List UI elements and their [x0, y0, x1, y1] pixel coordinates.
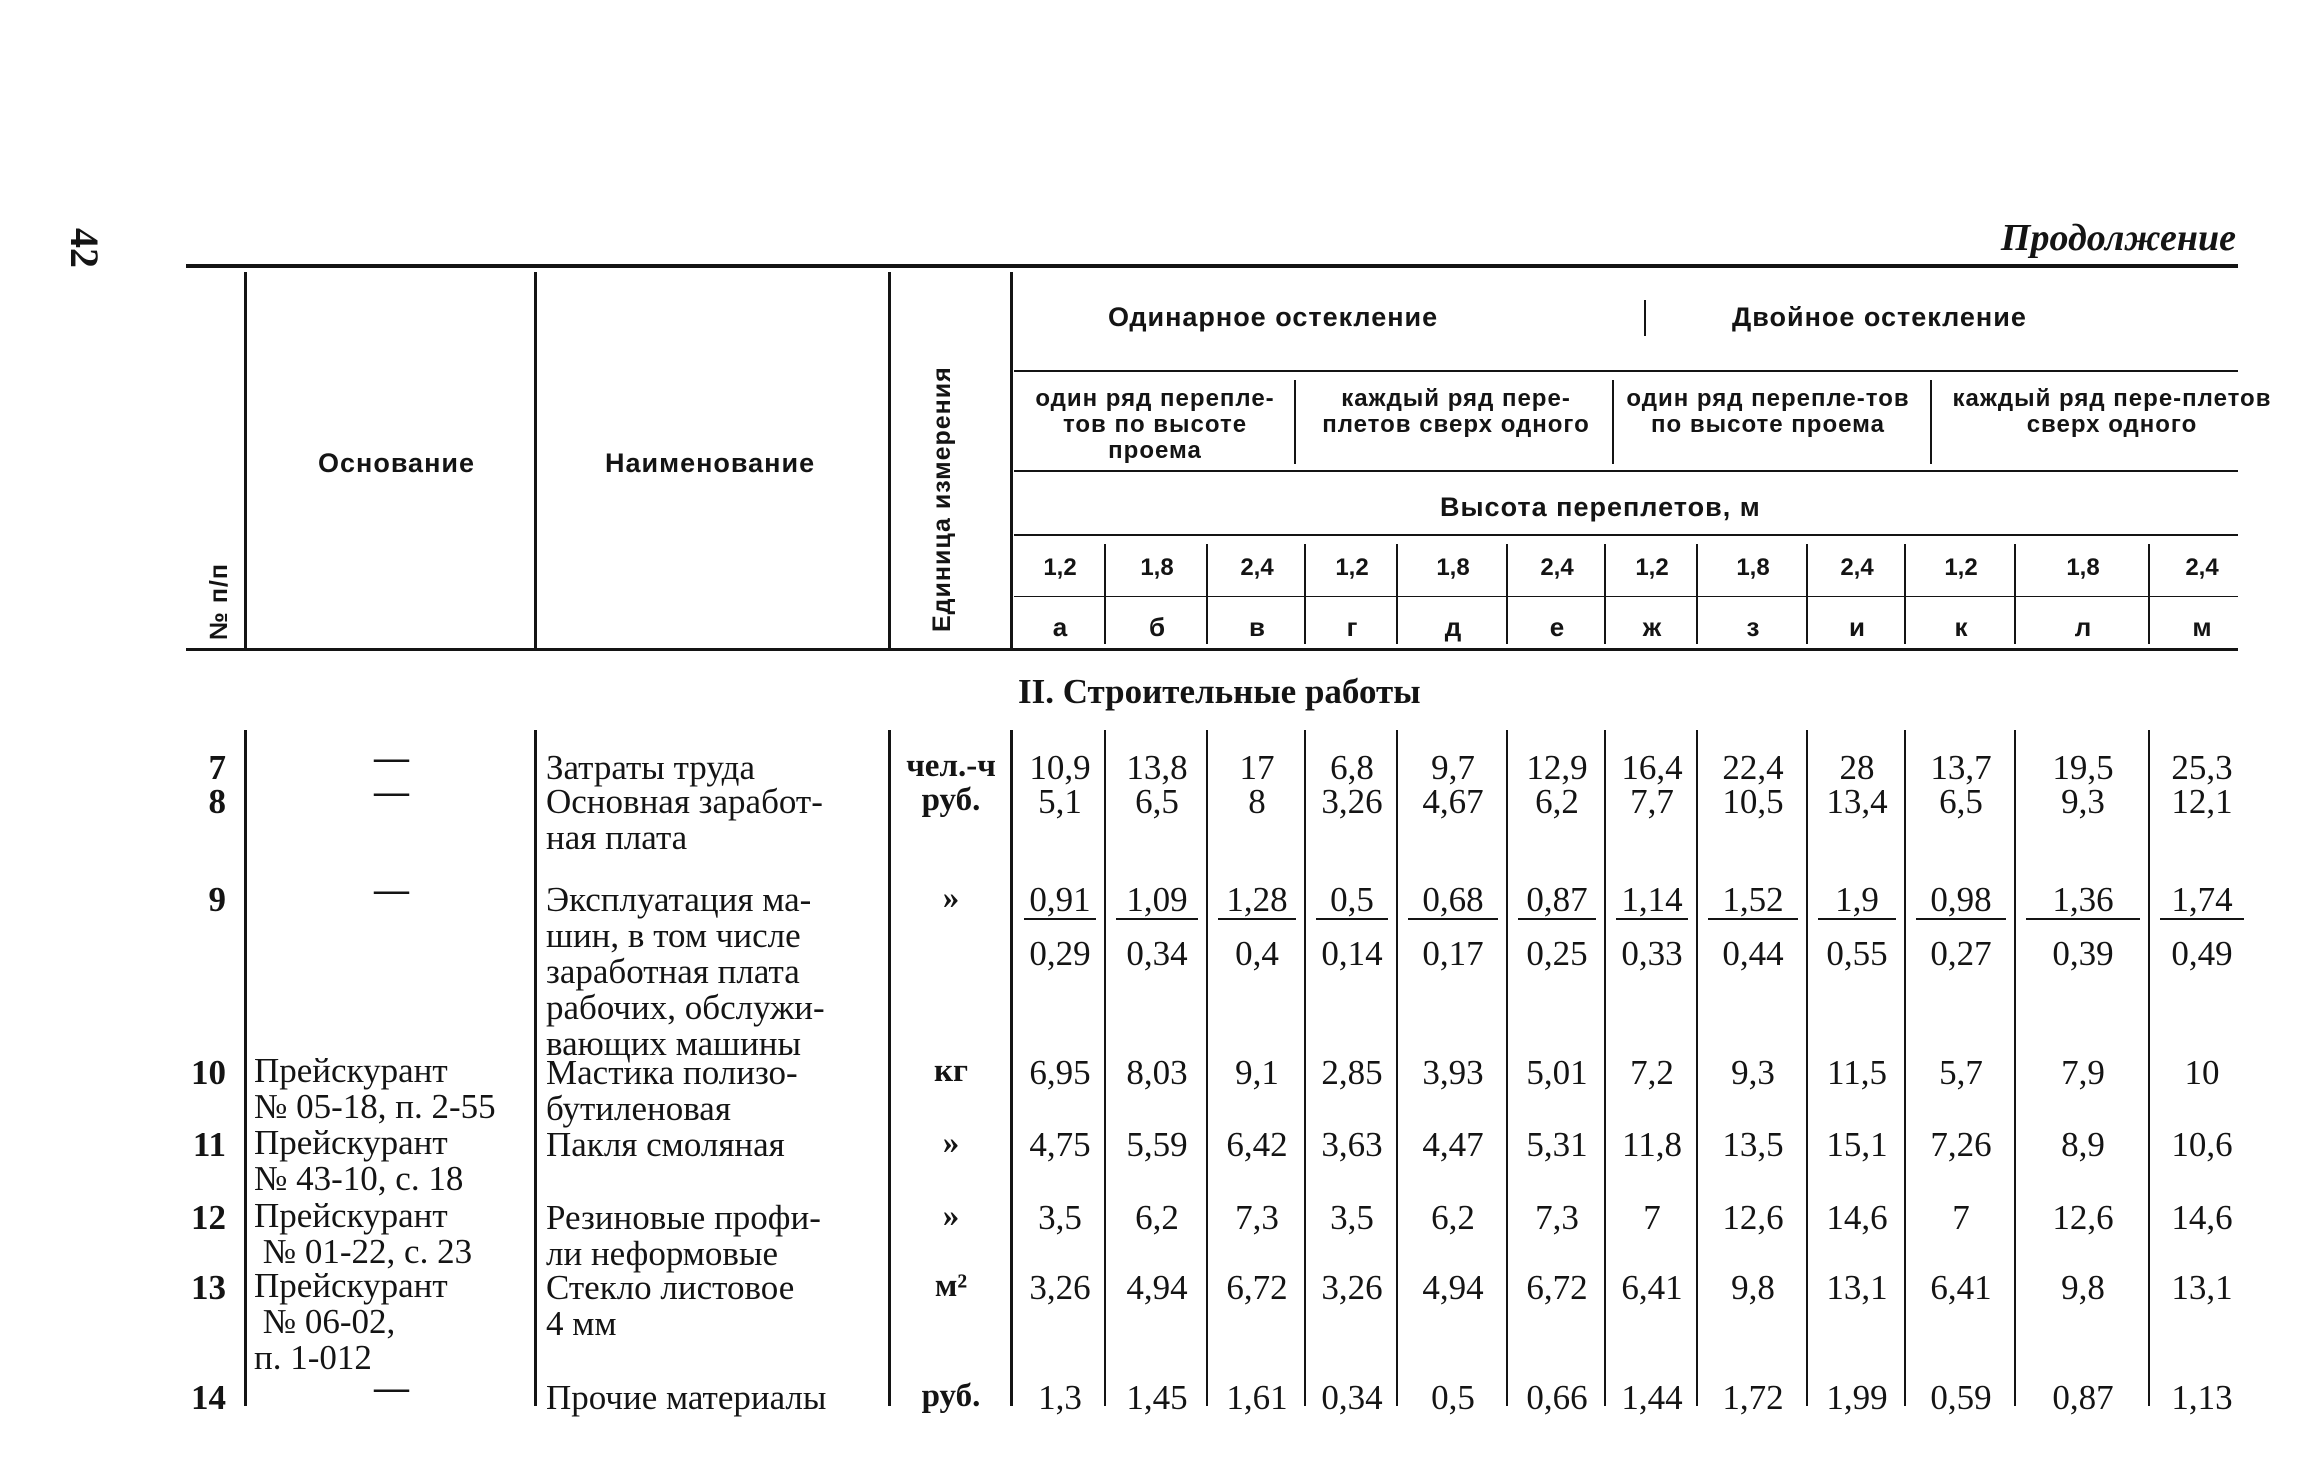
- row-value-denominator: 0,4: [1235, 934, 1279, 973]
- column-letter: ж: [1642, 612, 1662, 642]
- header-col-rule: [1010, 272, 1013, 648]
- row-value: 28: [1839, 748, 1875, 787]
- column-letter: г: [1346, 612, 1358, 642]
- column-letter: а: [1052, 612, 1068, 642]
- row-number: 7: [208, 748, 226, 787]
- row-value: 6,72: [1226, 1268, 1288, 1307]
- row-basis: Прейскурант № 43-10, с. 18: [254, 1123, 464, 1198]
- row-value: 6,2: [1535, 782, 1579, 821]
- row-value: 8,9: [2061, 1125, 2105, 1164]
- row-value: 8: [1248, 782, 1266, 821]
- row-basis: —: [374, 738, 409, 777]
- row-number: 11: [192, 1125, 226, 1164]
- column-letter: б: [1148, 612, 1166, 642]
- row-value-numerator: 1,52: [1722, 880, 1784, 919]
- row-value-denominator: 0,49: [2171, 934, 2233, 973]
- row-value: 4,47: [1422, 1125, 1484, 1164]
- row-number: 10: [191, 1053, 226, 1092]
- glazing-group-rule: [1644, 300, 1646, 336]
- row-value: 5,31: [1526, 1125, 1588, 1164]
- row-value: 7,9: [2061, 1053, 2105, 1092]
- row-unit: кг: [934, 1053, 968, 1089]
- row-value: 16,4: [1621, 748, 1683, 787]
- body-col-rule: [244, 730, 247, 1406]
- sub-header-one-row-single: один ряд перепле-тов по высоте проема: [1035, 385, 1275, 464]
- row-value: 6,41: [1930, 1268, 1992, 1307]
- row-value: 9,3: [2061, 782, 2105, 821]
- row-name: Затраты труда: [546, 748, 755, 787]
- row-value: 5,1: [1038, 782, 1082, 821]
- col-np-header: № п/п: [205, 563, 233, 640]
- row-value: 9,8: [2061, 1268, 2105, 1307]
- row-value: 12,9: [1526, 748, 1588, 787]
- row-value-denominator: 0,17: [1422, 934, 1484, 973]
- row-number: 8: [208, 782, 226, 821]
- row-value: 5,7: [1939, 1053, 1983, 1092]
- row-value: 1,45: [1126, 1378, 1188, 1417]
- row-number: 12: [191, 1198, 226, 1237]
- height-value: 1,2: [1635, 554, 1669, 581]
- row-name: Стекло листовое 4 мм: [546, 1268, 795, 1343]
- row-value: 7: [1643, 1198, 1661, 1237]
- row-value-denominator: 0,27: [1930, 934, 1992, 973]
- row-value: 7,26: [1930, 1125, 1992, 1164]
- row-value-numerator: 1,36: [2052, 880, 2114, 919]
- row-value: 11,5: [1827, 1053, 1887, 1092]
- row-name: Эксплуатация ма- шин, в том числе заработная плата рабочих, обслужи- вающих машины: [546, 880, 825, 1063]
- height-label: Высота переплетов, м: [1440, 492, 1761, 522]
- row-value: 6,42: [1226, 1125, 1288, 1164]
- column-letter: к: [1954, 612, 1968, 642]
- row-value-denominator: 0,14: [1321, 934, 1383, 973]
- row-value: 7,3: [1235, 1198, 1279, 1237]
- row-value: 12,6: [2052, 1198, 2114, 1237]
- height-value: 1,8: [1140, 554, 1174, 581]
- row-value: 14,6: [1826, 1198, 1888, 1237]
- row-value: 11,8: [1622, 1125, 1682, 1164]
- height-value: 2,4: [2185, 554, 2219, 581]
- height-col-rule: [2014, 544, 2016, 644]
- column-letter: д: [1444, 612, 1462, 642]
- height-col-rule: [1696, 544, 1698, 644]
- row-value-denominator: 0,34: [1126, 934, 1188, 973]
- row-value: 12,1: [2171, 782, 2233, 821]
- row-value: 4,94: [1422, 1268, 1484, 1307]
- row-value: 7,2: [1630, 1053, 1674, 1092]
- row-value-numerator: 0,98: [1930, 880, 1992, 919]
- height-value: 2,4: [1840, 554, 1874, 581]
- row-value: 22,4: [1722, 748, 1784, 787]
- column-letter: л: [2074, 612, 2092, 642]
- sub-header-rule: [1014, 470, 2238, 472]
- row-value-denominator: 0,25: [1526, 934, 1588, 973]
- height-value: 1,8: [1436, 554, 1470, 581]
- row-unit: чел.-ч: [906, 748, 996, 784]
- row-value-denominator: 0,29: [1029, 934, 1091, 973]
- row-basis: —: [374, 1368, 409, 1407]
- row-value: 4,75: [1029, 1125, 1091, 1164]
- row-value-numerator: 1,9: [1835, 880, 1879, 919]
- continuation-label: Продолжение: [2000, 217, 2236, 259]
- col-name-header: Наименование: [605, 448, 816, 478]
- row-value: 2,85: [1321, 1053, 1383, 1092]
- row-value-numerator: 0,68: [1422, 880, 1484, 919]
- header-col-rule: [244, 272, 247, 648]
- row-value: 6,2: [1431, 1198, 1475, 1237]
- row-value: 13,7: [1930, 748, 1992, 787]
- row-unit: »: [942, 1125, 960, 1161]
- row-name: Резиновые профи- ли неформовые: [546, 1198, 821, 1273]
- height-col-rule: [2148, 544, 2150, 644]
- row-value: 13,8: [1126, 748, 1188, 787]
- row-basis: Прейскурант № 06-02, п. 1-012: [254, 1266, 448, 1377]
- row-value-numerator: 1,28: [1226, 880, 1288, 919]
- row-basis: Прейскурант № 01-22, с. 23: [254, 1196, 473, 1271]
- row-value: 0,34: [1321, 1378, 1383, 1417]
- row-value: 0,87: [2052, 1378, 2114, 1417]
- row-value: 3,26: [1321, 1268, 1383, 1307]
- row-value-numerator: 1,09: [1126, 880, 1188, 919]
- row-value: 13,5: [1722, 1125, 1784, 1164]
- row-basis: —: [374, 870, 409, 909]
- row-value: 7: [1952, 1198, 1970, 1237]
- header-col-rule: [888, 272, 891, 648]
- row-value-numerator: 1,14: [1621, 880, 1683, 919]
- row-value: 1,99: [1826, 1378, 1888, 1417]
- height-col-rule: [1904, 544, 1906, 644]
- row-number: 14: [191, 1378, 226, 1417]
- sub-header-each-row-single: каждый ряд пере-плетов сверх одного: [1322, 385, 1590, 438]
- row-name: Пакля смоляная: [546, 1125, 785, 1164]
- row-value: 1,44: [1621, 1378, 1683, 1417]
- row-value: 6,2: [1135, 1198, 1179, 1237]
- row-value: 3,5: [1330, 1198, 1374, 1237]
- single-glazing-header: Одинарное остекление: [1108, 302, 1439, 332]
- table-top-rule: [186, 264, 2238, 268]
- glazing-sub-rule: [1014, 370, 2238, 372]
- row-value: 6,72: [1526, 1268, 1588, 1307]
- row-value: 1,61: [1226, 1378, 1288, 1417]
- row-value-numerator: 0,87: [1526, 880, 1588, 919]
- row-value-denominator: 0,33: [1621, 934, 1683, 973]
- row-value: 8,03: [1126, 1053, 1188, 1092]
- row-value: 14,6: [2171, 1198, 2233, 1237]
- row-value: 5,59: [1126, 1125, 1188, 1164]
- row-unit: руб.: [921, 1378, 981, 1414]
- row-name: Прочие материалы: [546, 1378, 827, 1417]
- height-col-rule: [1304, 544, 1306, 644]
- height-label-rule: [1014, 534, 2238, 536]
- height-col-rule: [1104, 544, 1106, 644]
- row-value-denominator: 0,39: [2052, 934, 2114, 973]
- row-name: Мастика полизо- бутиленовая: [546, 1053, 798, 1128]
- row-value: 13,1: [2171, 1268, 2233, 1307]
- col-unit-header: Единица измерения: [928, 366, 956, 632]
- row-value: 5,01: [1526, 1053, 1588, 1092]
- row-value: 4,67: [1422, 782, 1484, 821]
- row-value-denominator: 0,55: [1826, 934, 1888, 973]
- row-value: 10: [2184, 1053, 2220, 1092]
- row-value: 1,13: [2171, 1378, 2233, 1417]
- row-value: 1,3: [1038, 1378, 1082, 1417]
- row-value: 12,6: [1722, 1198, 1784, 1237]
- sub-header-each-row-double: каждый ряд пере-плетов сверх одного: [1952, 385, 2272, 438]
- row-value: 3,93: [1422, 1053, 1484, 1092]
- height-value: 1,8: [2066, 554, 2100, 581]
- row-value: 17: [1239, 748, 1275, 787]
- column-letter: и: [1849, 612, 1865, 642]
- col-basis-header: Основание: [318, 448, 475, 478]
- row-number: 9: [208, 880, 226, 919]
- row-value: 10,9: [1029, 748, 1091, 787]
- height-value: 1,2: [1335, 554, 1369, 581]
- height-value: 1,2: [1944, 554, 1978, 581]
- height-value: 2,4: [1240, 554, 1274, 581]
- height-col-rule: [1604, 544, 1606, 644]
- row-value: 13,1: [1826, 1268, 1888, 1307]
- height-col-rule: [1806, 544, 1808, 644]
- row-value-numerator: 1,74: [2171, 880, 2233, 919]
- row-value: 9,1: [1235, 1053, 1279, 1092]
- row-unit: м²: [934, 1268, 968, 1304]
- height-letter-rule: [1014, 596, 2238, 597]
- row-value: 0,5: [1431, 1378, 1475, 1417]
- row-value: 19,5: [2052, 748, 2114, 787]
- height-col-rule: [1396, 544, 1398, 644]
- row-value: 9,3: [1731, 1053, 1775, 1092]
- row-value: 10,6: [2171, 1125, 2233, 1164]
- row-value: 6,8: [1330, 748, 1374, 787]
- row-value: 6,95: [1029, 1053, 1091, 1092]
- row-value: 3,5: [1038, 1198, 1082, 1237]
- row-value: 25,3: [2171, 748, 2233, 787]
- column-letter: в: [1249, 612, 1265, 642]
- height-value: 2,4: [1540, 554, 1574, 581]
- column-letter: м: [2192, 612, 2212, 642]
- double-glazing-header: Двойное остекление: [1732, 302, 2027, 332]
- height-value: 1,8: [1736, 554, 1770, 581]
- row-value: 3,63: [1321, 1125, 1383, 1164]
- row-value: 0,59: [1930, 1378, 1992, 1417]
- row-value: 6,5: [1135, 782, 1179, 821]
- row-basis: Прейскурант № 05-18, п. 2-55: [254, 1051, 496, 1126]
- row-value-numerator: 0,5: [1330, 880, 1374, 919]
- body-col-rule: [534, 730, 537, 1406]
- row-value: 7,3: [1535, 1198, 1579, 1237]
- row-name: Основная заработ- ная плата: [546, 782, 823, 857]
- height-col-rule: [1506, 544, 1508, 644]
- column-letter: е: [1549, 612, 1565, 642]
- row-number: 13: [191, 1268, 226, 1307]
- page-number: 42: [62, 228, 107, 268]
- header-bottom-rule: [186, 648, 2238, 651]
- row-value: 6,41: [1621, 1268, 1683, 1307]
- row-value-numerator: 0,91: [1029, 880, 1091, 919]
- row-value: 7,7: [1630, 782, 1674, 821]
- height-value: 1,2: [1043, 554, 1077, 581]
- row-value: 4,94: [1126, 1268, 1188, 1307]
- column-letter: з: [1746, 612, 1760, 642]
- row-value: 3,26: [1321, 782, 1383, 821]
- row-unit: »: [942, 880, 960, 916]
- row-value: 15,1: [1826, 1125, 1888, 1164]
- row-value: 1,72: [1722, 1378, 1784, 1417]
- height-col-rule: [1206, 544, 1208, 644]
- row-value: 9,8: [1731, 1268, 1775, 1307]
- sub-group-rule: [1612, 380, 1614, 464]
- row-basis: —: [374, 772, 409, 811]
- row-value: 10,5: [1722, 782, 1784, 821]
- row-value: 13,4: [1826, 782, 1888, 821]
- sub-group-rule: [1930, 380, 1932, 464]
- row-value: 9,7: [1431, 748, 1475, 787]
- row-unit: руб.: [921, 782, 981, 818]
- row-value-denominator: 0,44: [1722, 934, 1784, 973]
- row-value: 6,5: [1939, 782, 1983, 821]
- sub-group-rule: [1294, 380, 1296, 464]
- row-value: 3,26: [1029, 1268, 1091, 1307]
- sub-header-one-row-double: один ряд перепле-тов по высоте проема: [1626, 385, 1910, 438]
- row-unit: »: [942, 1198, 960, 1234]
- section-title: II. Строительные работы: [1018, 672, 1421, 711]
- row-value: 0,66: [1526, 1378, 1588, 1417]
- header-col-rule: [534, 272, 537, 648]
